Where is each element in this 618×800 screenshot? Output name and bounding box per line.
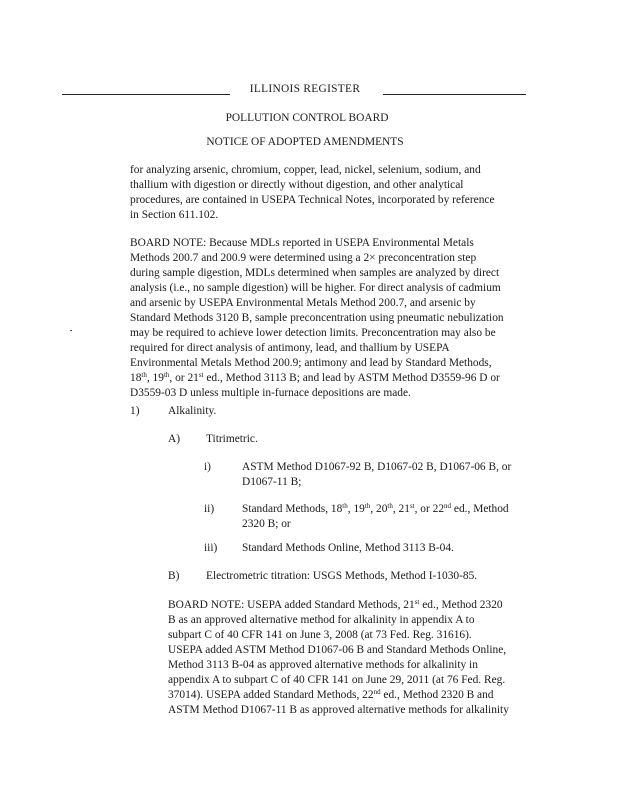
roman-i-line: ASTM Method D1067-92 B, D1067-02 B, D1067-06 B, or — [242, 461, 512, 473]
board-note-2-line: appendix A to subpart C of 40 CFR 141 on June 29, 2011 (at 76 Fed. Reg. — [168, 674, 506, 686]
edition-20-suffix: th — [387, 502, 393, 510]
board-note-line: and arsenic by USEPA Environmental Metals Method 200.7, and arsenic by — [130, 297, 476, 309]
board-note-2-text: 37014). USEPA added Standard Methods, 22 — [168, 689, 374, 701]
item-b-letter: B) — [168, 570, 180, 582]
roman-i-text — [242, 460, 532, 490]
separator: , — [146, 372, 153, 384]
board-note-line: Methods 200.7 and 200.9 were determined using a 2× preconcentration step — [130, 252, 477, 264]
notice-title: NOTICE OF ADOPTED AMENDMENTS — [206, 136, 404, 148]
separator: , — [347, 503, 354, 515]
edition-20: 20 — [376, 503, 388, 515]
roman-ii-suffix: ed., Method — [451, 503, 509, 515]
roman-ii-line: 2320 B; or — [242, 518, 291, 530]
board-note-2-line — [168, 598, 528, 613]
edition-21: 21 — [398, 503, 410, 515]
roman-i-number: i) — [204, 461, 211, 473]
item-a-label: Titrimetric. — [206, 433, 258, 445]
board-note-line: D3559-03 D unless multiple in-furnace depositions are made. — [130, 387, 411, 399]
edition-21-suffix: st — [198, 371, 204, 379]
board-note-2-text: ed., Method 2320 — [419, 599, 503, 611]
intro-line: in Section 611.102. — [130, 209, 219, 221]
edition-19-suffix: th — [364, 502, 371, 510]
board-note-2-text: BOARD NOTE: USEPA added Standard Methods, 21 — [168, 599, 415, 611]
roman-iii-text: Standard Methods Online, Method 3113 B-04. — [242, 542, 454, 554]
roman-iii-number: iii) — [204, 542, 218, 554]
board-note-1 — [130, 236, 520, 401]
board-note-2 — [168, 598, 528, 718]
board-note-line: BOARD NOTE: Because MDLs reported in USEPA Environmental Metals — [130, 237, 474, 249]
board-note-line: Environmental Metals Method 200.9; antimony and lead by Standard Methods, — [130, 357, 492, 369]
board-note-line-editions — [130, 371, 520, 386]
margin-mark — [70, 330, 72, 331]
intro-line: thallium with digestion or directly without digestion, and other analytical — [130, 179, 464, 191]
edition-19: 19 — [353, 503, 365, 515]
board-note-2-text: ed., Method 2320 B and — [380, 689, 494, 701]
edition-19: 19 — [152, 372, 164, 384]
separator: , or — [169, 372, 188, 384]
roman-i-line: D1067-11 B; — [242, 476, 302, 488]
board-note-2-line — [168, 688, 528, 703]
board-note-line: required for direct analysis of antimony, lead, and thallium by USEPA — [130, 342, 450, 354]
item-1-label: Alkalinity. — [168, 405, 217, 417]
intro-paragraph — [130, 163, 520, 223]
board-note-2-line: USEPA added ASTM Method D1067-06 B and Standard Methods Online, — [168, 644, 507, 656]
item-a-letter: A) — [168, 433, 181, 445]
separator: , — [370, 503, 376, 515]
edition-19-suffix: th — [163, 371, 170, 379]
edition-18: 18 — [130, 372, 142, 384]
board-title: POLLUTION CONTROL BOARD — [225, 112, 389, 124]
board-note-2-line: B as an approved alternative method for alkalinity in appendix A to — [168, 614, 475, 626]
roman-ii-line — [242, 502, 542, 517]
board-note-2-line: Method 3113 B-04 as approved alternative methods for alkalinity in — [168, 659, 478, 671]
board-note-line: during sample digestion, MDLs determined when samples are analyzed by direct — [130, 267, 500, 279]
board-note-line: Standard Methods 3120 B, sample preconcentration using pneumatic nebulization — [130, 312, 504, 324]
item-1-number: 1) — [130, 405, 140, 417]
edition-21: 21 — [187, 372, 199, 384]
item-b-text: Electrometric titration: USGS Methods, Method I-1030-85. — [206, 570, 478, 582]
edition-18: 18 — [330, 503, 343, 515]
roman-ii-prefix: Standard Methods, — [242, 503, 331, 515]
board-note-2-line: ASTM Method D1067-11 B as approved alternative methods for alkalinity — [168, 704, 509, 716]
edition-21-suffix: st — [409, 502, 415, 510]
separator: , or — [414, 503, 433, 515]
edition-18-suffix: th — [342, 502, 348, 510]
roman-ii-number: ii) — [204, 503, 215, 515]
board-note-line: analysis (i.e., no sample digestion) will be higher. For direct analysis of cadmium — [130, 282, 501, 294]
intro-line: for analyzing arsenic, chromium, copper, lead, nickel, selenium, sodium, and — [130, 164, 481, 176]
edition-suffix: st — [414, 598, 420, 606]
editions-rest: ed., Method 3113 B; and lead by ASTM Method D3559-96 D or — [203, 372, 500, 384]
board-note-line: may be required to achieve lower detection limits. Preconcentration may also be — [130, 327, 496, 339]
board-note-2-line: subpart C of 40 CFR 141 on June 3, 2008 (at 73 Fed. Reg. 31616). — [168, 629, 472, 641]
intro-line: procedures, are contained in USEPA Technical Notes, incorporated by reference — [130, 194, 495, 206]
roman-ii-text — [242, 502, 542, 532]
edition-22: 22 — [432, 503, 445, 515]
edition-18-suffix: th — [141, 371, 147, 379]
edition-22-suffix: nd — [444, 502, 452, 510]
separator: , — [392, 503, 399, 515]
edition-suffix: nd — [373, 688, 381, 696]
register-title: ILLINOIS REGISTER — [249, 83, 361, 95]
